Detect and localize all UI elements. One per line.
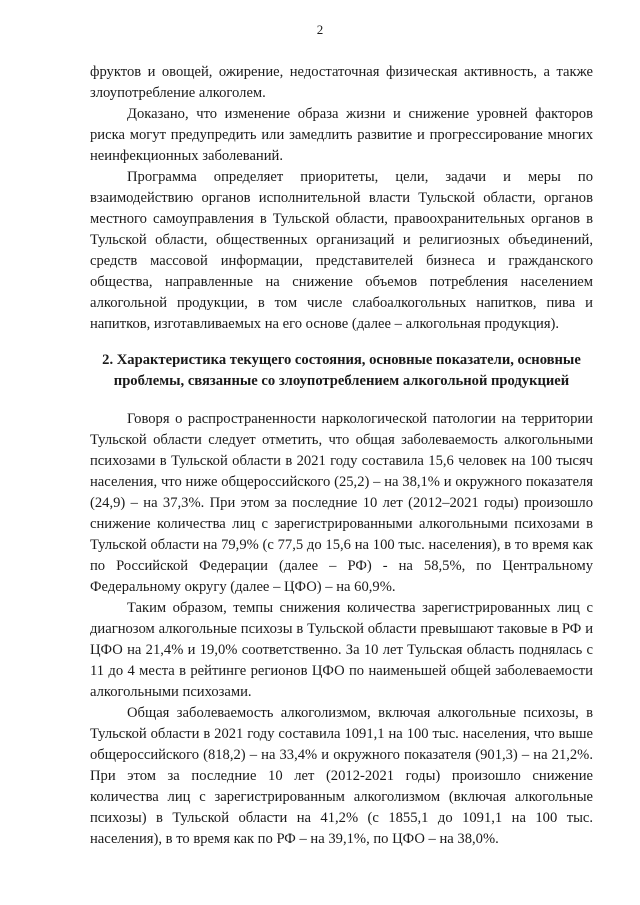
page-number: 2 <box>316 22 324 37</box>
paragraph-alcoholism-statistics: Общая заболеваемость алкоголизмом, включая алкогольные психозы, в Тульской области в 2021 году составила 1091,1 на 100 тыс. населения, что выше общероссийского (818,2) – на 33,4% и окружного показателя (901,3) – на 21,2%. При этом за последние 10 лет (2012-2021 годы) произошло снижение количества лиц с зарегистрированным алкоголизмом (включая алкогольные психозы) в Тульской области на 41,2% (с 1855,1 до 1091,1 на 100 тыс. населения), в то время как по РФ – на 39,1%, по ЦФО – на 38,0%. <box>90 705 593 847</box>
paragraph-program-priorities: Программа определяет приоритеты, цели, задачи и меры по взаимодействию органов исполнительной власти Тульской области, органов местного самоуправления в Тульской области, правоохранительных органов в Тульской области, общественных организаций и религиозных объединений, средств массовой информации, представителей бизнеса и гражданского общества, направленные на снижение объемов потребления населением алкогольной продукции, в том числе слабоалкогольных напитков, пива и напитков, изготавливаемых на его основе (далее – алкогольная продукция). <box>90 169 593 332</box>
paragraph-psychoses-statistics: Говоря о распространенности наркологической патологии на территории Тульской области следует отметить, что общая заболеваемость алкогольными психозами в Тульской области в 2021 году составила 15,6 человек на 100 тысяч населения, что ниже общероссийского (25,2) – на 38,1% и окружного показателя (24,9) – на 37,3%. При этом за последние 10 лет (2012–2021 годы) произошло снижение количества лиц с зарегистрированными алкогольными психозами в Тульской области на 79,9% (с 77,5 до 15,6 на 100 тыс. населения), в то время как по Российской Федерации (далее – РФ) - на 58,5%, по Центральному Федеральному округу (далее – ЦФО) – на 60,9%. <box>90 411 593 595</box>
paragraph-decline-rates: Таким образом, темпы снижения количества зарегистрированных лиц с диагнозом алкогольные психозы в Тульской области превышают таковые в РФ и ЦФО на 21,4% и 19,0% соответственно. За 10 лет Тульская область поднялась с 11 до 4 места в рейтинге регионов ЦФО по наименьшей общей заболеваемости алкогольными психозами. <box>90 600 593 700</box>
paragraph-lifestyle: Доказано, что изменение образа жизни и снижение уровней факторов риска могут предупредить или замедлить развитие и прогрессирование многих неинфекционных заболеваний. <box>90 106 593 164</box>
document-body <box>90 62 593 850</box>
section-heading: 2. Характеристика текущего состояния, основные показатели, основные проблемы, связанные со злоупотреблением алкогольной продукцией <box>102 352 581 389</box>
paragraph-continuation: фруктов и овощей, ожирение, недостаточная физическая активность, а также злоупотребление алкоголем. <box>90 64 593 101</box>
